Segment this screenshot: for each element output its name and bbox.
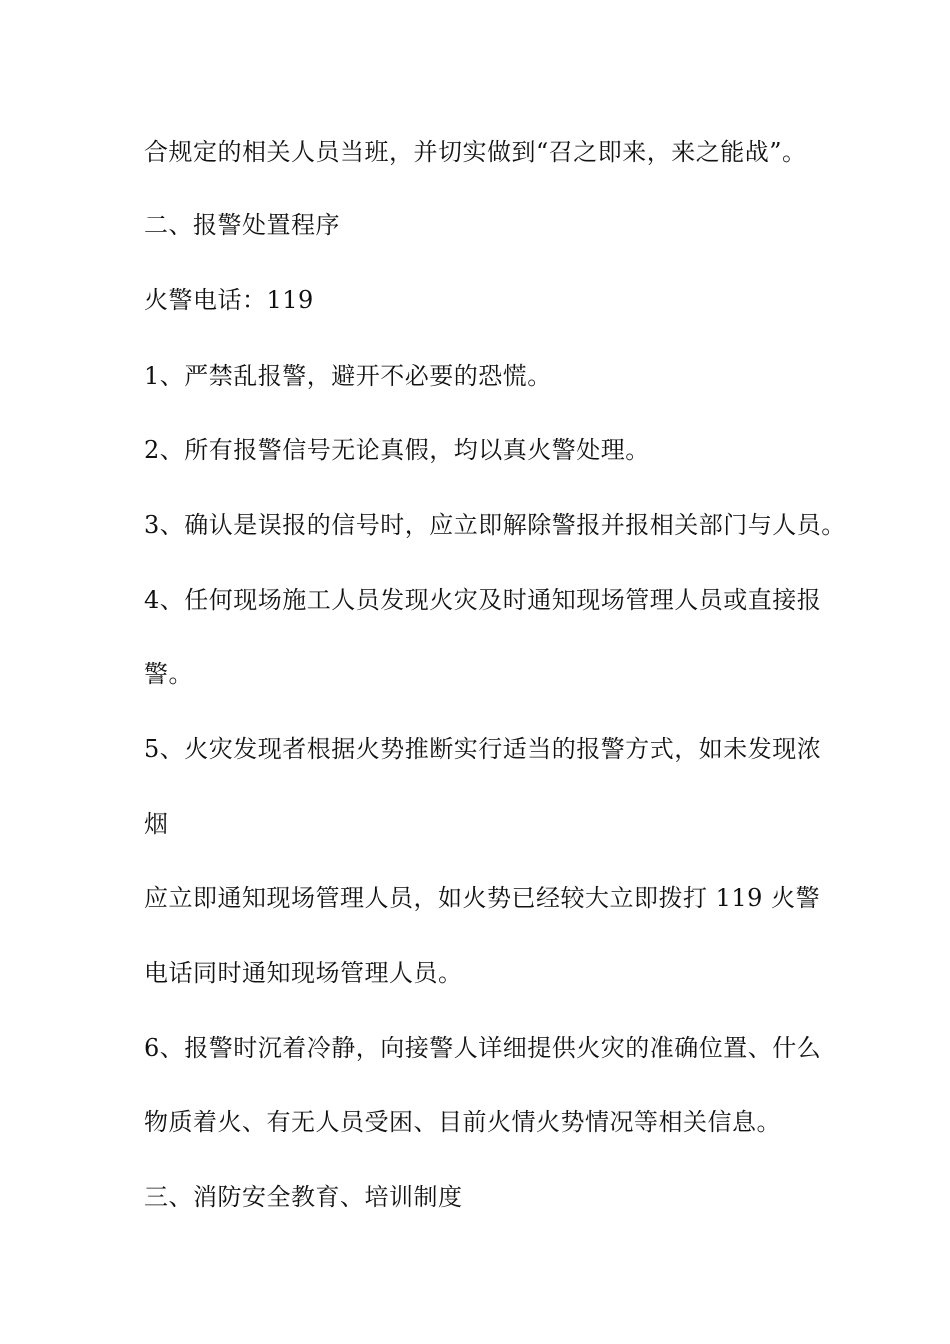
text-line: 警。	[144, 660, 193, 688]
text-line: 合规定的相关人员当班，并切实做到“召之即来，来之能战”。	[144, 138, 807, 166]
list-item: 2、所有报警信号无论真假，均以真火警处理。	[144, 436, 650, 464]
text-line: 应立即通知现场管理人员，如火势已经较大立即拨打 119 火警	[144, 884, 821, 912]
list-item: 3、确认是误报的信号时，应立即解除警报并报相关部门与人员。	[144, 511, 846, 539]
fire-phone-line: 火警电话：119	[144, 286, 314, 314]
list-item: 1、严禁乱报警，避开不必要的恐慌。	[144, 362, 552, 390]
section-heading: 二、报警处置程序	[144, 211, 340, 239]
text-line: 烟	[144, 810, 169, 838]
section-heading: 三、消防安全教育、培训制度	[144, 1183, 463, 1211]
list-item: 5、火灾发现者根据火势推断实行适当的报警方式，如未发现浓	[144, 735, 822, 763]
list-item: 4、任何现场施工人员发现火灾及时通知现场管理人员或直接报	[144, 586, 822, 614]
list-item: 6、报警时沉着冷静，向接警人详细提供火灾的准确位置、什么	[144, 1034, 822, 1062]
text-line: 物质着火、有无人员受困、目前火情火势情况等相关信息。	[144, 1108, 781, 1136]
text-line: 电话同时通知现场管理人员。	[144, 959, 463, 987]
